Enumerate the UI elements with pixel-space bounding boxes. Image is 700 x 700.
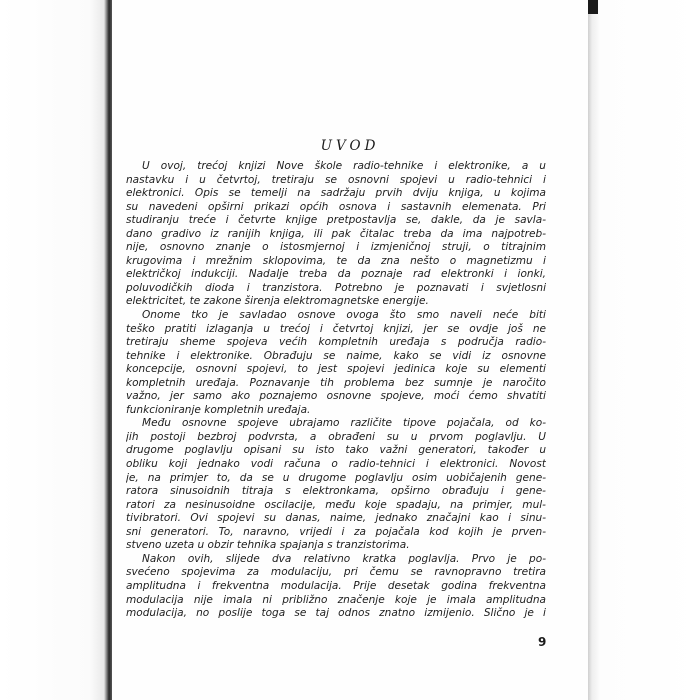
text-line: ratori za nesinusoidne oscilacije, među koje spadaju, na primjer, mul- bbox=[126, 498, 546, 511]
text-line: tehnike i elektronike. Obrađuju se naime, kako se vidi iz osnovne bbox=[126, 349, 546, 362]
text-line: dano gradivo iz ranijih knjiga, ili pak čitalac treba da ima najpotreb- bbox=[126, 227, 546, 240]
text-line: Nakon ovih, slijede dva relativno kratka poglavlja. Prvo je po- bbox=[142, 552, 546, 565]
text-line: je, na primjer to, da se u drugome poglavlju osim uobičajenih gene- bbox=[126, 471, 546, 484]
book-page bbox=[112, 0, 588, 700]
text-line: modulacija nije imala ni približno značenje koje je imala amplitudna bbox=[126, 593, 546, 606]
text-line: svećeno spojevima za modulaciju, pri čemu se ravnopravno tretira bbox=[126, 566, 546, 579]
text-line: koncepcije, osnovni spojevi, to jest spojevi jedinica koje su elementi bbox=[126, 363, 546, 376]
text-line: nastavku i u četvrtoj, tretiraju se osnovni spojevi u radio-tehnici i bbox=[126, 173, 546, 186]
text-line: nije, osnovno znanje o istosmjernoj i izmjeničnoj struji, o titrajnim bbox=[126, 241, 546, 254]
text-line: elektronici. Opis se temelji na sadržaju prvih dviju knjiga, u kojima bbox=[126, 187, 546, 200]
text-line: kompletnih uređaja. Poznavanje tih problema bez sumnje je naročito bbox=[126, 376, 546, 389]
text-line: tivibratori. Ovi spojevi su danas, naime, jednako značajni kao i sinu- bbox=[126, 512, 546, 525]
text-line: teško pratiti izlaganja u trećoj i četvrtoj knjizi, jer se ovdje još ne bbox=[126, 322, 546, 335]
page-number: 9 bbox=[538, 635, 547, 649]
text-line: elektricitet, te zakone širenja elektromagnetske energije. bbox=[126, 295, 429, 308]
chapter-heading: UVOD bbox=[320, 138, 380, 154]
text-line: sni generatori. To, naravno, vrijedi i za pojačala kod kojih je prven- bbox=[126, 525, 546, 538]
text-line: tretiraju sheme spojeva većih kompletnih uređaja s područja radio- bbox=[126, 336, 546, 349]
text-line: drugome poglavlju opisani su isto tako važni generatori, također u bbox=[126, 444, 546, 457]
text-line: amplitudna i frekventna modulacija. Prije desetak godina frekventna bbox=[126, 579, 546, 592]
body-text bbox=[126, 160, 546, 621]
text-line: funkcioniranje kompletnih uređaja. bbox=[126, 403, 311, 416]
text-line: modulacija, no poslije toga se taj odnos znatno izmijenio. Slično je i bbox=[126, 607, 546, 620]
text-line: poluvodičkih dioda i tranzistora. Potrebno je poznavati i svjetlosni bbox=[126, 281, 546, 294]
text-line: studiranju treće i četvrte knjige pretpostavlja se, dakle, da je savla- bbox=[126, 214, 546, 227]
text-line: Među osnovne spojeve ubrajamo različite tipove pojačala, od ko- bbox=[142, 417, 546, 430]
text-line: ratora sinusoidnih titraja s elektronkama, opširno obrađuju i gene- bbox=[126, 485, 546, 498]
left-binding-edge bbox=[0, 0, 112, 700]
text-line: krugovima i mrežnim sklopovima, te da zna nešto o magnetizmu i bbox=[126, 254, 546, 267]
text-line: su navedeni opširni prikazi općih osnova i sastavnih elemenata. Pri bbox=[126, 200, 546, 213]
text-line: važno, jer samo ako poznajemo osnovne spojeve, moći ćemo shvatiti bbox=[126, 390, 546, 403]
text-line: Onome tko je savladao osnove ovoga što smo naveli neće biti bbox=[142, 309, 546, 322]
text-line: električkoj indukciji. Nadalje treba da poznaje rad elektronki i ionki, bbox=[126, 268, 546, 281]
text-line: jih postoji bezbroj podvrsta, a obrađeni su u prvom poglavlju. U bbox=[126, 430, 546, 443]
text-line: obliku koji jednako vodi računa o radio-tehnici i elektronici. Novost bbox=[126, 458, 546, 471]
text-line: U ovoj, trećoj knjizi Nove škole radio-tehnike i elektronike, a u bbox=[142, 160, 546, 172]
right-scan-edge bbox=[588, 0, 700, 700]
text-line: stveno uzeta u obzir tehnika spajanja s tranzistorima. bbox=[126, 539, 410, 552]
